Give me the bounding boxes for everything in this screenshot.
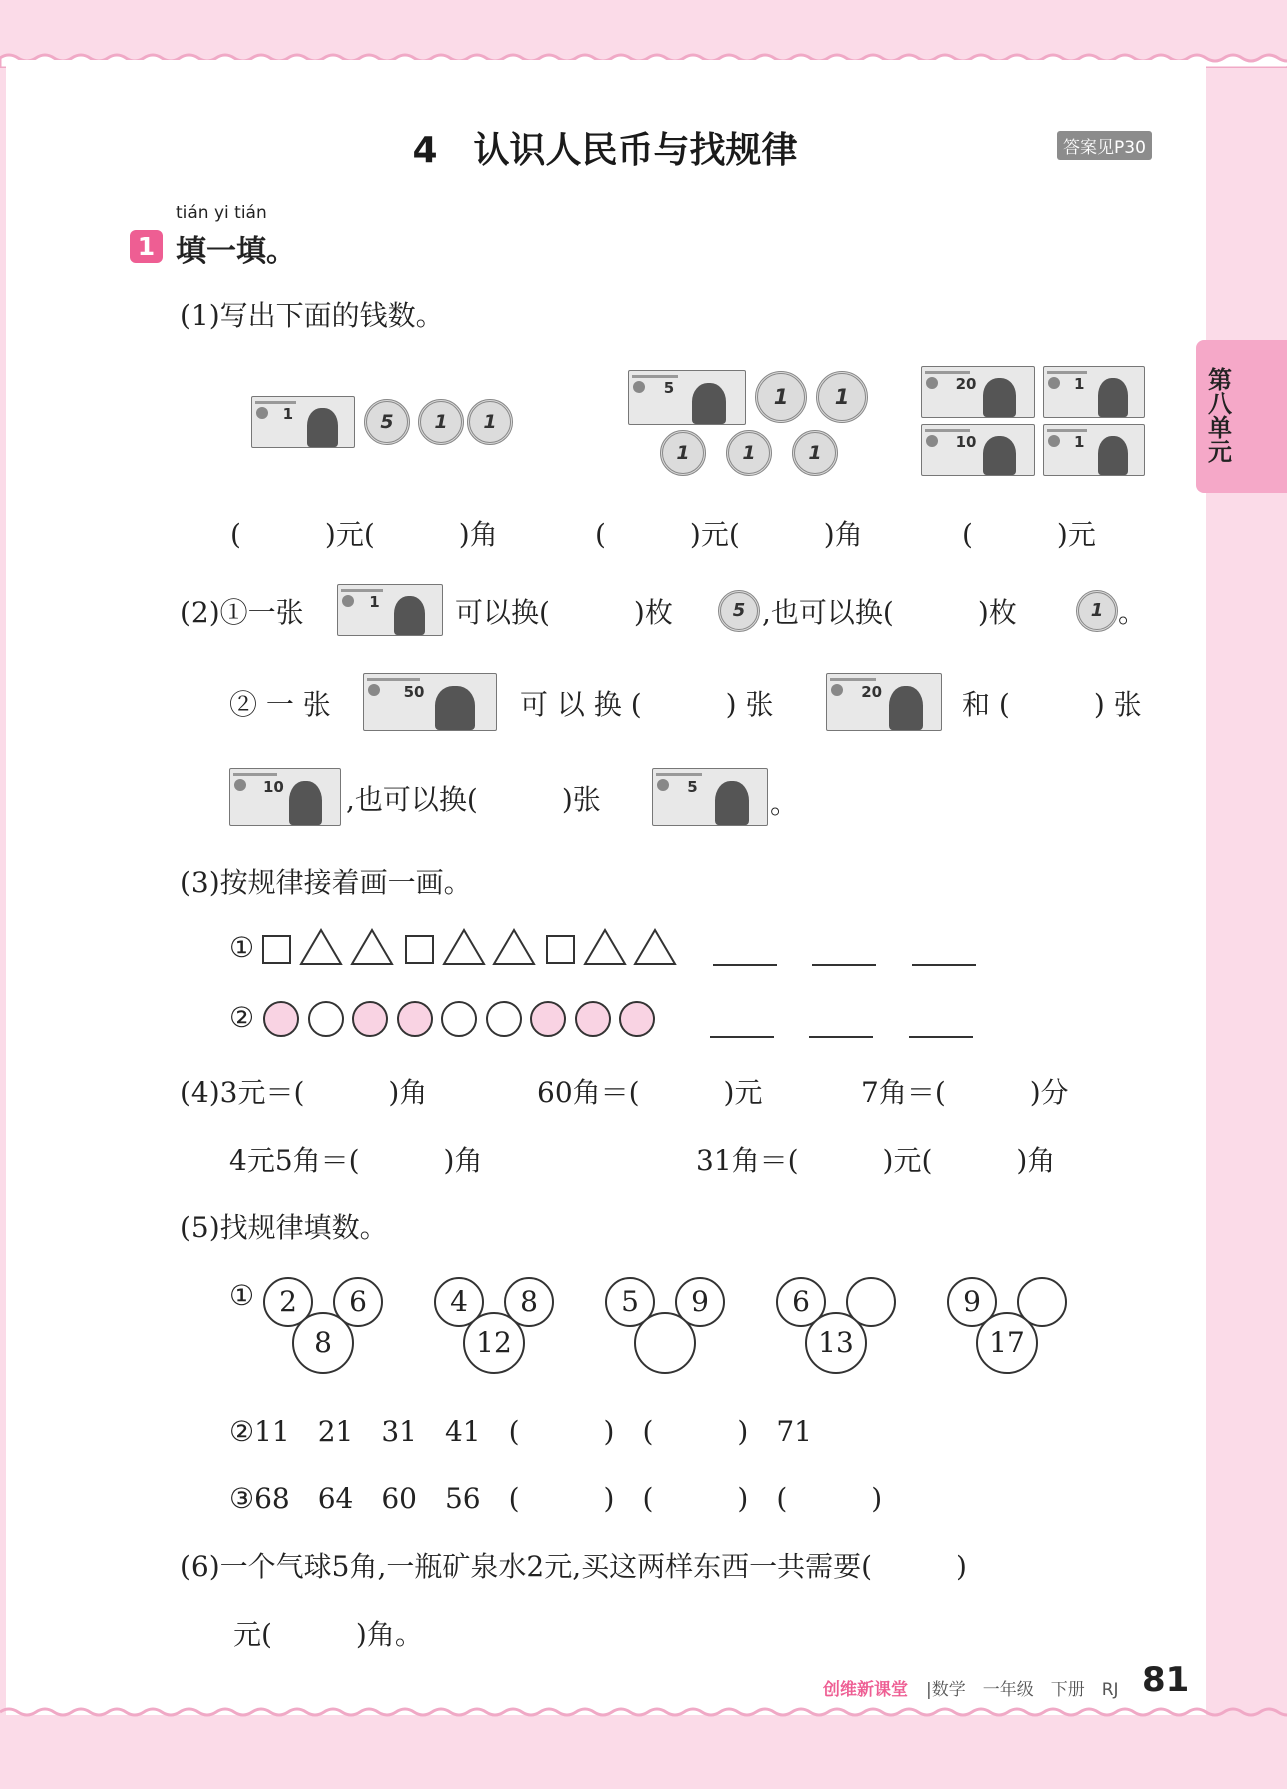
q3-label: (3)按规律接着画一画。: [180, 866, 472, 899]
pattern-triangle: [350, 928, 394, 970]
banknote-1-yuan: 1: [1043, 366, 1145, 418]
q4-item-5: 31角＝( )元( )角: [696, 1144, 1056, 1177]
answer-reference-badge: 答案见P30: [1057, 131, 1152, 160]
number-circle-left: 9: [947, 1277, 997, 1327]
bottom-wave-border: [0, 1700, 1287, 1724]
banknote-10-yuan: 10: [229, 768, 341, 826]
pattern-circle-pink: [575, 1001, 611, 1037]
coin-1-jiao: 1: [1076, 590, 1118, 632]
q6-line-1: (6)一个气球5角,一瓶矿泉水2元,买这两样东西一共需要( ): [180, 1550, 967, 1583]
pattern-square: [546, 935, 575, 964]
coin-1-jiao: 1: [792, 430, 838, 476]
answer-blank[interactable]: [912, 964, 976, 966]
q2-part2-end: 。: [770, 787, 799, 820]
q4-item-2: 60角＝( )元: [537, 1076, 763, 1109]
number-circle-sum: 12: [463, 1312, 525, 1374]
section-number-badge: 1: [130, 230, 163, 263]
pattern-circle-pink: [352, 1001, 388, 1037]
banknote-20-yuan: 20: [826, 673, 942, 731]
banknote-20-yuan: 20: [921, 366, 1035, 418]
q2-part2-and-text: 和 ( ) 张: [962, 688, 1142, 721]
number-circle-left: 4: [434, 1277, 484, 1327]
pattern-circle-pink: [619, 1001, 655, 1037]
q2-part2-also-text: ,也可以换( )张: [346, 783, 601, 816]
q3-row1-number: ①: [229, 931, 255, 964]
q2-part1-exchange-text-2: ,也可以换( )枚: [762, 596, 1017, 629]
page-title: 4 认识人民币与找规律: [412, 130, 798, 171]
q2-part1-prefix: (2)①一张: [180, 596, 304, 629]
number-circle-left: 2: [263, 1277, 313, 1327]
pattern-triangle: [633, 928, 677, 970]
banknote-10-yuan: 10: [921, 424, 1035, 476]
q5-row-2: ②11 21 31 41 ( ) ( ) 71: [229, 1415, 812, 1448]
pattern-circle-white: [308, 1001, 344, 1037]
number-circle-sum: 8: [292, 1312, 354, 1374]
q1-answer-a: ( )元( )角: [230, 518, 498, 551]
coin-1-yuan: 1: [816, 371, 868, 423]
coin-5-jiao: 5: [364, 399, 410, 445]
q2-part2-exchange-text: 可 以 换 ( ) 张: [520, 688, 774, 721]
answer-blank[interactable]: [909, 1036, 973, 1038]
banknote-1-yuan: 1: [337, 584, 443, 636]
pattern-circle-pink: [397, 1001, 433, 1037]
answer-blank[interactable]: [809, 1036, 873, 1038]
q2-part2-prefix: ② 一 张: [229, 688, 331, 721]
pattern-triangle: [583, 928, 627, 970]
banknote-50-yuan: 50: [363, 673, 497, 731]
q2-part1-end: 。: [1118, 596, 1147, 629]
q5-row-3: ③68 64 60 56 ( ) ( ) ( ): [229, 1482, 883, 1515]
pattern-square: [405, 935, 434, 964]
section-title: 填一填。: [176, 234, 296, 269]
answer-blank[interactable]: [812, 964, 876, 966]
number-circle-sum: 13: [805, 1312, 867, 1374]
pattern-triangle: [492, 928, 536, 970]
q4-item-1: (4)3元＝( )角: [180, 1076, 428, 1109]
unit-side-tab-label: 第 八 单 元: [1208, 366, 1232, 466]
number-circle-sum: 17: [976, 1312, 1038, 1374]
answer-blank[interactable]: [710, 1036, 774, 1038]
q2-part1-exchange-text: 可以换( )枚: [455, 596, 673, 629]
coin-5-jiao: 5: [718, 590, 760, 632]
number-circle-right: 6: [333, 1277, 383, 1327]
unit-side-tab: [1196, 340, 1287, 493]
pattern-circle-pink: [530, 1001, 566, 1037]
q4-item-3: 7角＝( )分: [861, 1076, 1069, 1109]
banknote-5-yuan: 5: [628, 370, 746, 425]
q1-answer-b: ( )元( )角: [595, 518, 863, 551]
coin-1-jiao: 1: [726, 430, 772, 476]
banknote-5-yuan: 5: [652, 768, 768, 826]
number-circle-right: 9: [675, 1277, 725, 1327]
number-circle-right: 8: [504, 1277, 554, 1327]
q3-row2-number: ②: [229, 1001, 255, 1034]
footer-book-info: |数学 一年级 下册 RJ: [926, 1680, 1119, 1700]
pattern-circle-white: [486, 1001, 522, 1037]
coin-1-jiao: 1: [467, 399, 513, 445]
q5-row1-number: ①: [229, 1279, 255, 1312]
banknote-1-yuan: 1: [251, 396, 355, 448]
pattern-circle-pink: [263, 1001, 299, 1037]
q1-label: (1)写出下面的钱数。: [180, 299, 444, 332]
number-circle-left: 6: [776, 1277, 826, 1327]
banknote-1-yuan: 1: [1043, 424, 1145, 476]
number-circle-sum[interactable]: [634, 1312, 696, 1374]
footer-brand: 创维新课堂: [823, 1680, 908, 1700]
page-number: 81: [1142, 1660, 1190, 1700]
q6-line-2: 元( )角。: [233, 1618, 423, 1651]
answer-blank[interactable]: [713, 964, 777, 966]
q4-item-4: 4元5角＝( )角: [229, 1144, 483, 1177]
number-circle-left: 5: [605, 1277, 655, 1327]
section-pinyin: tián yi tián: [176, 203, 267, 223]
q1-answer-c: ( )元: [962, 518, 1096, 551]
pattern-triangle: [299, 928, 343, 970]
pattern-square: [262, 935, 291, 964]
coin-1-yuan: 1: [755, 371, 807, 423]
pattern-triangle: [442, 928, 486, 970]
coin-1-jiao: 1: [660, 430, 706, 476]
coin-1-jiao: 1: [418, 399, 464, 445]
pattern-circle-white: [441, 1001, 477, 1037]
q5-label: (5)找规律填数。: [180, 1211, 388, 1244]
